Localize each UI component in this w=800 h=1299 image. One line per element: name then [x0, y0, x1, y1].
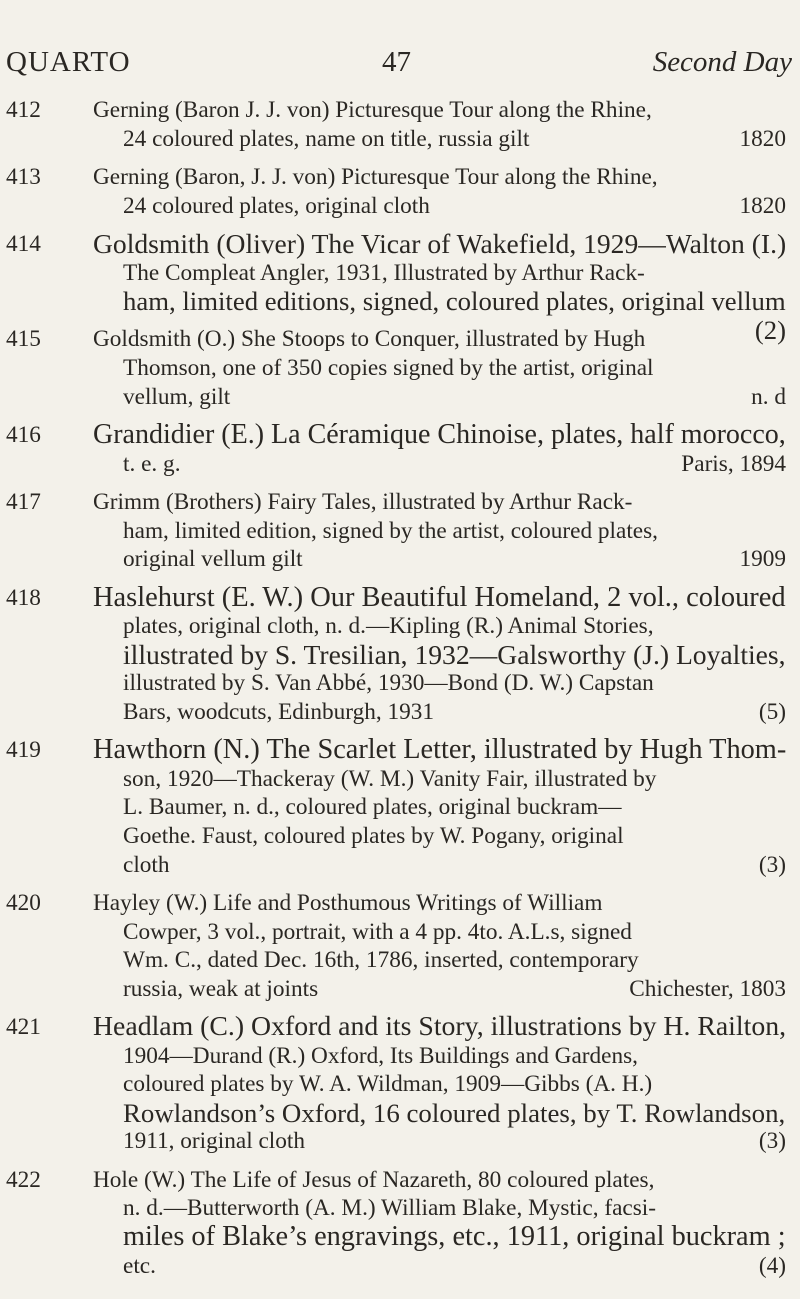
description-line: Headlam (C.) Oxford and its Story, illustrations by H. Railton, — [93, 1011, 787, 1043]
description-line: plates, original cloth, n. d.—Kipling (R.) Animal Stories, — [123, 613, 654, 640]
description-line: illustrated by S. Tresilian, 1932—Galsworthy (J.) Loyalties, — [123, 638, 786, 670]
lot-tail: (3) — [758, 851, 786, 878]
lot-description — [93, 889, 786, 1003]
lot-description — [93, 163, 786, 220]
lot-number: 416 — [6, 422, 41, 449]
lot-tail: (2) — [754, 314, 786, 345]
description-line: illustrated by S. Van Abbé, 1930—Bond (D. W.) Capstan — [123, 670, 654, 697]
lot-number: 414 — [6, 230, 41, 257]
description-line: russia, weak at joints Chichester, 1803 — [123, 975, 786, 1002]
description-line: t. e. g. Paris, 1894 — [123, 450, 786, 477]
description-line: Cowper, 3 vol., portrait, with a 4 pp. 4to. A.L.s, signed — [123, 918, 632, 945]
lot-number: 418 — [6, 584, 41, 611]
description-line: Hole (W.) The Life of Jesus of Nazareth, 80 coloured plates, — [93, 1166, 655, 1193]
lot-tail: (3) — [758, 1128, 786, 1155]
description-line: original vellum gilt 1909 — [123, 546, 786, 573]
lot-description — [93, 488, 786, 574]
section-label: QUARTO — [6, 46, 131, 78]
lot-description — [93, 325, 786, 411]
lot-number: 419 — [6, 737, 41, 764]
lot-tail: (5) — [758, 698, 786, 725]
description-line: ham, limited edition, signed by the artist, coloured plates, — [123, 517, 658, 544]
lot-tail: (4) — [758, 1252, 786, 1279]
description-line: vellum, gilt n. d — [123, 383, 786, 410]
lot-description — [93, 96, 786, 153]
lot-tail: 1909 — [739, 546, 786, 573]
lot-number: 421 — [6, 1014, 41, 1041]
description-line: Hayley (W.) Life and Posthumous Writings of William — [93, 890, 603, 916]
description-line: 1904—Durand (R.) Oxford, Its Buildings and Gardens, — [123, 1042, 639, 1069]
description-line: son, 1920—Thackeray (W. M.) Vanity Fair, illustrated by — [123, 765, 657, 792]
description-line: Bars, woodcuts, Edinburgh, 1931 (5) — [123, 698, 786, 725]
lot-number: 420 — [6, 890, 41, 916]
day-label: Second Day — [652, 46, 792, 78]
description-line: Goldsmith (O.) She Stoops to Conquer, illustrated by Hugh — [93, 326, 646, 353]
description-line: Gerning (Baron J. J. von) Picturesque Tour along the Rhine, — [93, 97, 652, 123]
description-line: Wm. C., dated Dec. 16th, 1786, inserted, contemporary — [123, 947, 639, 974]
description-line: Grimm (Brothers) Fairy Tales, illustrated by Arthur Rack- — [93, 489, 633, 515]
lot-number: 422 — [6, 1166, 41, 1193]
description-line: L. Baumer, n. d., coloured plates, original buckram— — [123, 794, 622, 821]
description-line: 1911, original cloth (3) — [123, 1128, 786, 1155]
lot-number: 412 — [6, 97, 41, 123]
description-line: 24 coloured plates, name on title, russia gilt 1820 — [123, 125, 786, 152]
description-line: n. d.—Butterworth (A. M.) William Blake, Mystic, facsi- — [123, 1195, 657, 1222]
description-line: coloured plates by W. A. Wildman, 1909—Gibbs (A. H.) — [123, 1071, 653, 1098]
lot-number: 413 — [6, 163, 41, 190]
description-line: Rowlandson’s Oxford, 16 coloured plates, by T. Rowlandson, — [123, 1097, 786, 1128]
description-line: ham, limited editions, signed, coloured plates, original vellum (2) — [123, 286, 786, 345]
lot-description — [93, 736, 786, 879]
lot-number: 417 — [6, 489, 41, 515]
description-line: The Compleat Angler, 1931, Illustrated by Arthur Rack- — [123, 259, 645, 286]
description-line: cloth (3) — [123, 851, 786, 878]
description-line: Goldsmith (Oliver) The Vicar of Wakefield, 1929—Walton (I.) — [93, 227, 787, 259]
description-line: Haslehurst (E. W.) Our Beautiful Homeland, 2 vol., coloured — [93, 581, 786, 613]
lot-description — [93, 1013, 786, 1156]
lot-description — [93, 421, 786, 478]
description-line: 24 coloured plates, original cloth 1820 — [123, 192, 786, 219]
description-line: Gerning (Baron, J. J. von) Picturesque Tour along the Rhine, — [93, 163, 658, 190]
description-line: Thomson, one of 350 copies signed by the artist, original — [123, 355, 654, 382]
lot-description — [93, 581, 786, 727]
description-line: etc. (4) — [123, 1252, 786, 1279]
page-header — [0, 46, 800, 86]
description-line: Goethe. Faust, coloured plates by W. Pogany, original — [123, 823, 624, 850]
description-line: Grandidier (E.) La Céramique Chinoise, plates, half morocco, — [93, 419, 786, 451]
lot-number: 415 — [6, 326, 41, 353]
description-line: Hawthorn (N.) The Scarlet Letter, illustrated by Hugh Thom- — [93, 734, 787, 766]
lot-tail: Paris, 1894 — [681, 450, 786, 477]
page-number: 47 — [382, 46, 411, 78]
lot-tail: Chichester, 1803 — [629, 975, 786, 1002]
description-line: miles of Blake’s engravings, etc., 1911, original buckram ; — [123, 1221, 786, 1253]
lot-tail: 1820 — [739, 192, 786, 219]
lot-tail: 1820 — [739, 125, 786, 152]
lot-tail: n. d — [751, 383, 786, 410]
lot-description — [93, 1166, 786, 1280]
